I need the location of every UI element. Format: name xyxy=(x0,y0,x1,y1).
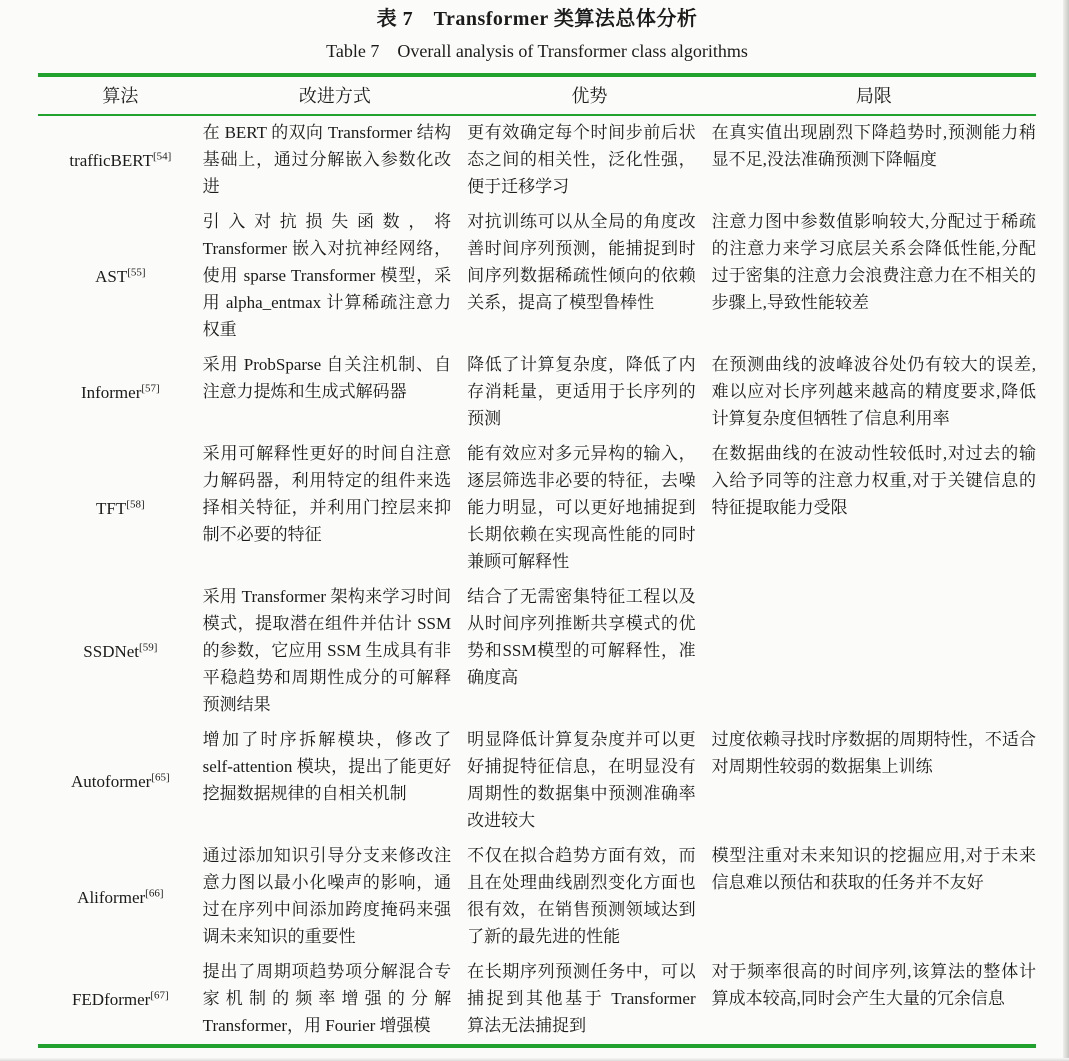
limitation-cell xyxy=(712,580,1036,723)
algorithm-name: AST xyxy=(95,267,128,286)
citation-ref: [59] xyxy=(139,641,158,654)
algorithm-name-cell xyxy=(38,437,203,580)
citation-ref: [54] xyxy=(152,150,172,163)
algorithm-name-cell xyxy=(38,839,203,955)
algorithm-name-cell xyxy=(38,348,203,437)
table-row xyxy=(38,115,1036,205)
improvement-cell: 引入对抗损失函数，将 Transformer 嵌入对抗神经网络，使用 sparse Transformer 模型，采用 alpha_entmax 计算稀疏注意力权重 xyxy=(202,212,452,339)
limitation-cell: 对于频率很高的时间序列,该算法的整体计算成本较高,同时会产生大量的冗余信息 xyxy=(711,962,1036,1008)
limitation-cell: 注意力图中参数值影响较大,分配过于稀疏的注意力来学习底层关系会降低性能,分配过于密集的注意力会浪费注意力在不相关的步骤上,导致性能较差 xyxy=(711,212,1036,312)
algorithm-name: Aliformer xyxy=(77,887,146,907)
header-row xyxy=(38,75,1036,115)
advantage-cell: 在长期序列预测任务中，可以捕捉到其他基于 Transformer 算法无法捕捉到 xyxy=(467,962,696,1035)
table-row xyxy=(38,955,1036,1046)
table-row xyxy=(38,723,1036,839)
algorithm-name-cell xyxy=(38,580,203,723)
algorithm-name-cell xyxy=(38,115,203,205)
improvement-cell: 提出了周期项趋势项分解混合专家机制的频率增强的分解 Transformer，用 Fourier 增强模 xyxy=(202,962,452,1035)
advantage-cell: 明显降低计算复杂度并可以更好捕捉特征信息，在明显没有周期性的数据集中预测准确率改进较大 xyxy=(467,730,696,830)
improvement-cell: 通过添加知识引导分支来修改注意力图以最小化噪声的影响，通过在序列中间添加跨度掩码来强调未来知识的重要性 xyxy=(202,846,452,946)
table-row xyxy=(38,580,1036,723)
algorithm-name-cell xyxy=(38,723,203,839)
algorithms-table xyxy=(38,73,1036,1048)
column-header-limitation: 局限 xyxy=(712,75,1036,115)
citation-ref: [57] xyxy=(141,382,160,395)
advantage-cell: 不仅在拟合趋势方面有效，而且在处理曲线剧烈变化方面也很有效，在销售预测领域达到了新的最先进的性能 xyxy=(467,846,696,946)
improvement-cell: 采用 Transformer 架构来学习时间模式，提取潜在组件并估计 SSM 的参数，它应用 SSM 生成具有非平稳趋势和周期性成分的可解释预测结果 xyxy=(202,587,452,714)
improvement-cell: 在 BERT 的双向 Transformer 结构基础上，通过分解嵌入参数化改进 xyxy=(202,123,452,196)
improvement-cell: 采用可解释性更好的时间自注意力解码器，利用特定的组件来选择相关特征，并利用门控层来抑制不必要的特征 xyxy=(202,444,452,544)
citation-ref: [55] xyxy=(127,266,146,279)
limitation-cell: 在数据曲线的在波动性较低时,对过去的输入给予同等的注意力权重,对于关键信息的特征提取能力受限 xyxy=(711,444,1036,517)
citation-ref: [58] xyxy=(126,498,145,511)
scan-edge-right xyxy=(1063,0,1069,1061)
algorithm-name-cell xyxy=(38,955,203,1046)
limitation-cell: 模型注重对未来知识的挖掘应用,对于未来信息难以预估和获取的任务并不友好 xyxy=(711,846,1036,892)
improvement-cell: 增加了时序拆解模块，修改了 self-attention 模块，提出了能更好挖掘数据规律的自相关机制 xyxy=(202,730,452,803)
citation-ref: [67] xyxy=(150,989,169,1002)
table-row xyxy=(38,839,1036,955)
limitation-cell: 过度依赖寻找时序数据的周期特性，不适合对周期性较弱的数据集上训练 xyxy=(711,730,1036,776)
improvement-cell: 采用 ProbSparse 自关注机制、自注意力提炼和生成式解码器 xyxy=(202,355,452,401)
column-header-algorithm: 算法 xyxy=(38,75,203,115)
algorithm-name: Autoformer xyxy=(71,771,152,791)
citation-ref: [65] xyxy=(151,770,170,783)
advantage-cell: 能有效应对多元异构的输入，逐层筛选非必要的特征，去噪能力明显，可以更好地捕捉到长期依赖在实现高性能的同时兼顾可解释性 xyxy=(467,444,696,571)
column-header-improvement: 改进方式 xyxy=(203,75,467,115)
algorithm-name-cell xyxy=(38,205,203,348)
table-title-zh: 表 7 Transformer 类算法总体分析 xyxy=(376,8,698,30)
algorithm-name: SSDNet xyxy=(83,642,140,661)
advantage-cell: 对抗训练可以从全局的角度改善时间序列预测，能捕捉到时间序列数据稀疏性倾向的依赖关系，提高了模型鲁棒性 xyxy=(467,212,696,312)
column-header-advantage: 优势 xyxy=(467,75,712,115)
algorithm-name: FEDformer xyxy=(71,990,151,1009)
limitation-cell: 在预测曲线的波峰波谷处仍有较大的误差,难以应对长序列越来越高的精度要求,降低计算复杂度但牺牲了信息利用率 xyxy=(711,355,1036,428)
table-row xyxy=(38,437,1036,580)
advantage-cell: 结合了无需密集特征工程以及从时间序列推断共享模式的优势和SSM模型的可解释性，准确度高 xyxy=(467,587,696,687)
advantage-cell: 降低了计算复杂度，降低了内存消耗量，更适用于长序列的预测 xyxy=(467,355,696,428)
algorithm-name: Informer xyxy=(80,383,142,402)
algorithm-name: trafficBERT xyxy=(69,151,153,170)
table-row xyxy=(38,205,1036,348)
table-title-en: Table 7 Overall analysis of Transformer class algorithms xyxy=(326,41,748,61)
advantage-cell: 更有效确定每个时间步前后状态之间的相关性，泛化性强，便于迁移学习 xyxy=(467,123,696,196)
citation-ref: [66] xyxy=(145,886,164,899)
table-row xyxy=(38,348,1036,437)
limitation-cell: 在真实值出现剧烈下降趋势时,预测能力稍显不足,没法准确预测下降幅度 xyxy=(711,123,1036,169)
algorithm-name: TFT xyxy=(96,499,127,518)
